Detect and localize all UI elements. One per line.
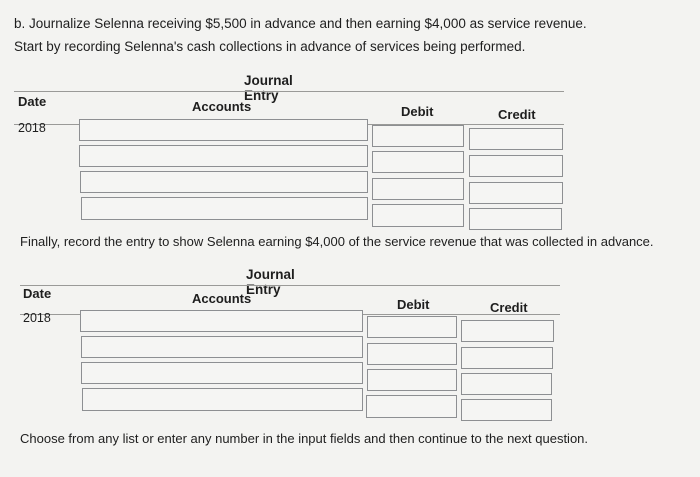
- debit-header: Debit: [397, 297, 430, 312]
- credit-input-row-3[interactable]: [469, 182, 563, 204]
- credit-header: Credit: [498, 107, 536, 122]
- journal-entry-title: Journal Entry: [246, 267, 295, 297]
- credit-input-row-2[interactable]: [461, 347, 553, 369]
- accounts-header: Accounts: [192, 99, 252, 114]
- accounts-header: Accounts: [192, 291, 252, 306]
- section-instruction: Finally, record the entry to show Selenna earning $4,000 of the service revenue that was collected in advance.: [20, 234, 654, 249]
- credit-input-row-1[interactable]: [461, 320, 554, 342]
- credit-input-row-2[interactable]: [469, 155, 563, 177]
- account-input-row-3[interactable]: [80, 171, 368, 193]
- entry-year: 2018: [18, 121, 46, 135]
- debit-input-row-3[interactable]: [372, 178, 464, 200]
- date-header: Date: [18, 94, 47, 109]
- debit-input-row-1[interactable]: [367, 316, 457, 338]
- journal-entry-title: Journal Entry: [244, 73, 293, 103]
- account-input-row-2[interactable]: [81, 336, 363, 358]
- debit-header: Debit: [401, 104, 434, 119]
- debit-input-row-1[interactable]: [372, 125, 464, 147]
- credit-input-row-3[interactable]: [461, 373, 552, 395]
- account-input-row-1[interactable]: [80, 310, 363, 332]
- date-header: Date: [23, 286, 52, 301]
- footer-instruction: Choose from any list or enter any number in the input fields and then continue to the next question.: [20, 431, 589, 446]
- debit-input-row-4[interactable]: [372, 204, 464, 227]
- debit-input-row-2[interactable]: [367, 343, 457, 365]
- debit-input-row-2[interactable]: [372, 151, 464, 173]
- table-divider: [20, 285, 560, 286]
- credit-input-row-4[interactable]: [469, 208, 562, 230]
- debit-input-row-4[interactable]: [366, 395, 457, 418]
- debit-input-row-3[interactable]: [367, 369, 457, 391]
- account-input-row-4[interactable]: [81, 197, 368, 220]
- credit-input-row-4[interactable]: [461, 399, 552, 421]
- entry-year: 2018: [23, 311, 51, 325]
- account-input-row-4[interactable]: [82, 388, 363, 411]
- question-title: b. Journalize Selenna receiving $5,500 in advance and then earning $4,000 as service revenue.: [14, 16, 587, 31]
- account-input-row-1[interactable]: [79, 119, 368, 141]
- table-divider: [14, 91, 564, 92]
- credit-input-row-1[interactable]: [469, 128, 563, 150]
- account-input-row-2[interactable]: [79, 145, 368, 167]
- account-input-row-3[interactable]: [81, 362, 363, 384]
- question-instruction: Start by recording Selenna's cash collections in advance of services being performed.: [14, 39, 526, 54]
- credit-header: Credit: [490, 300, 528, 315]
